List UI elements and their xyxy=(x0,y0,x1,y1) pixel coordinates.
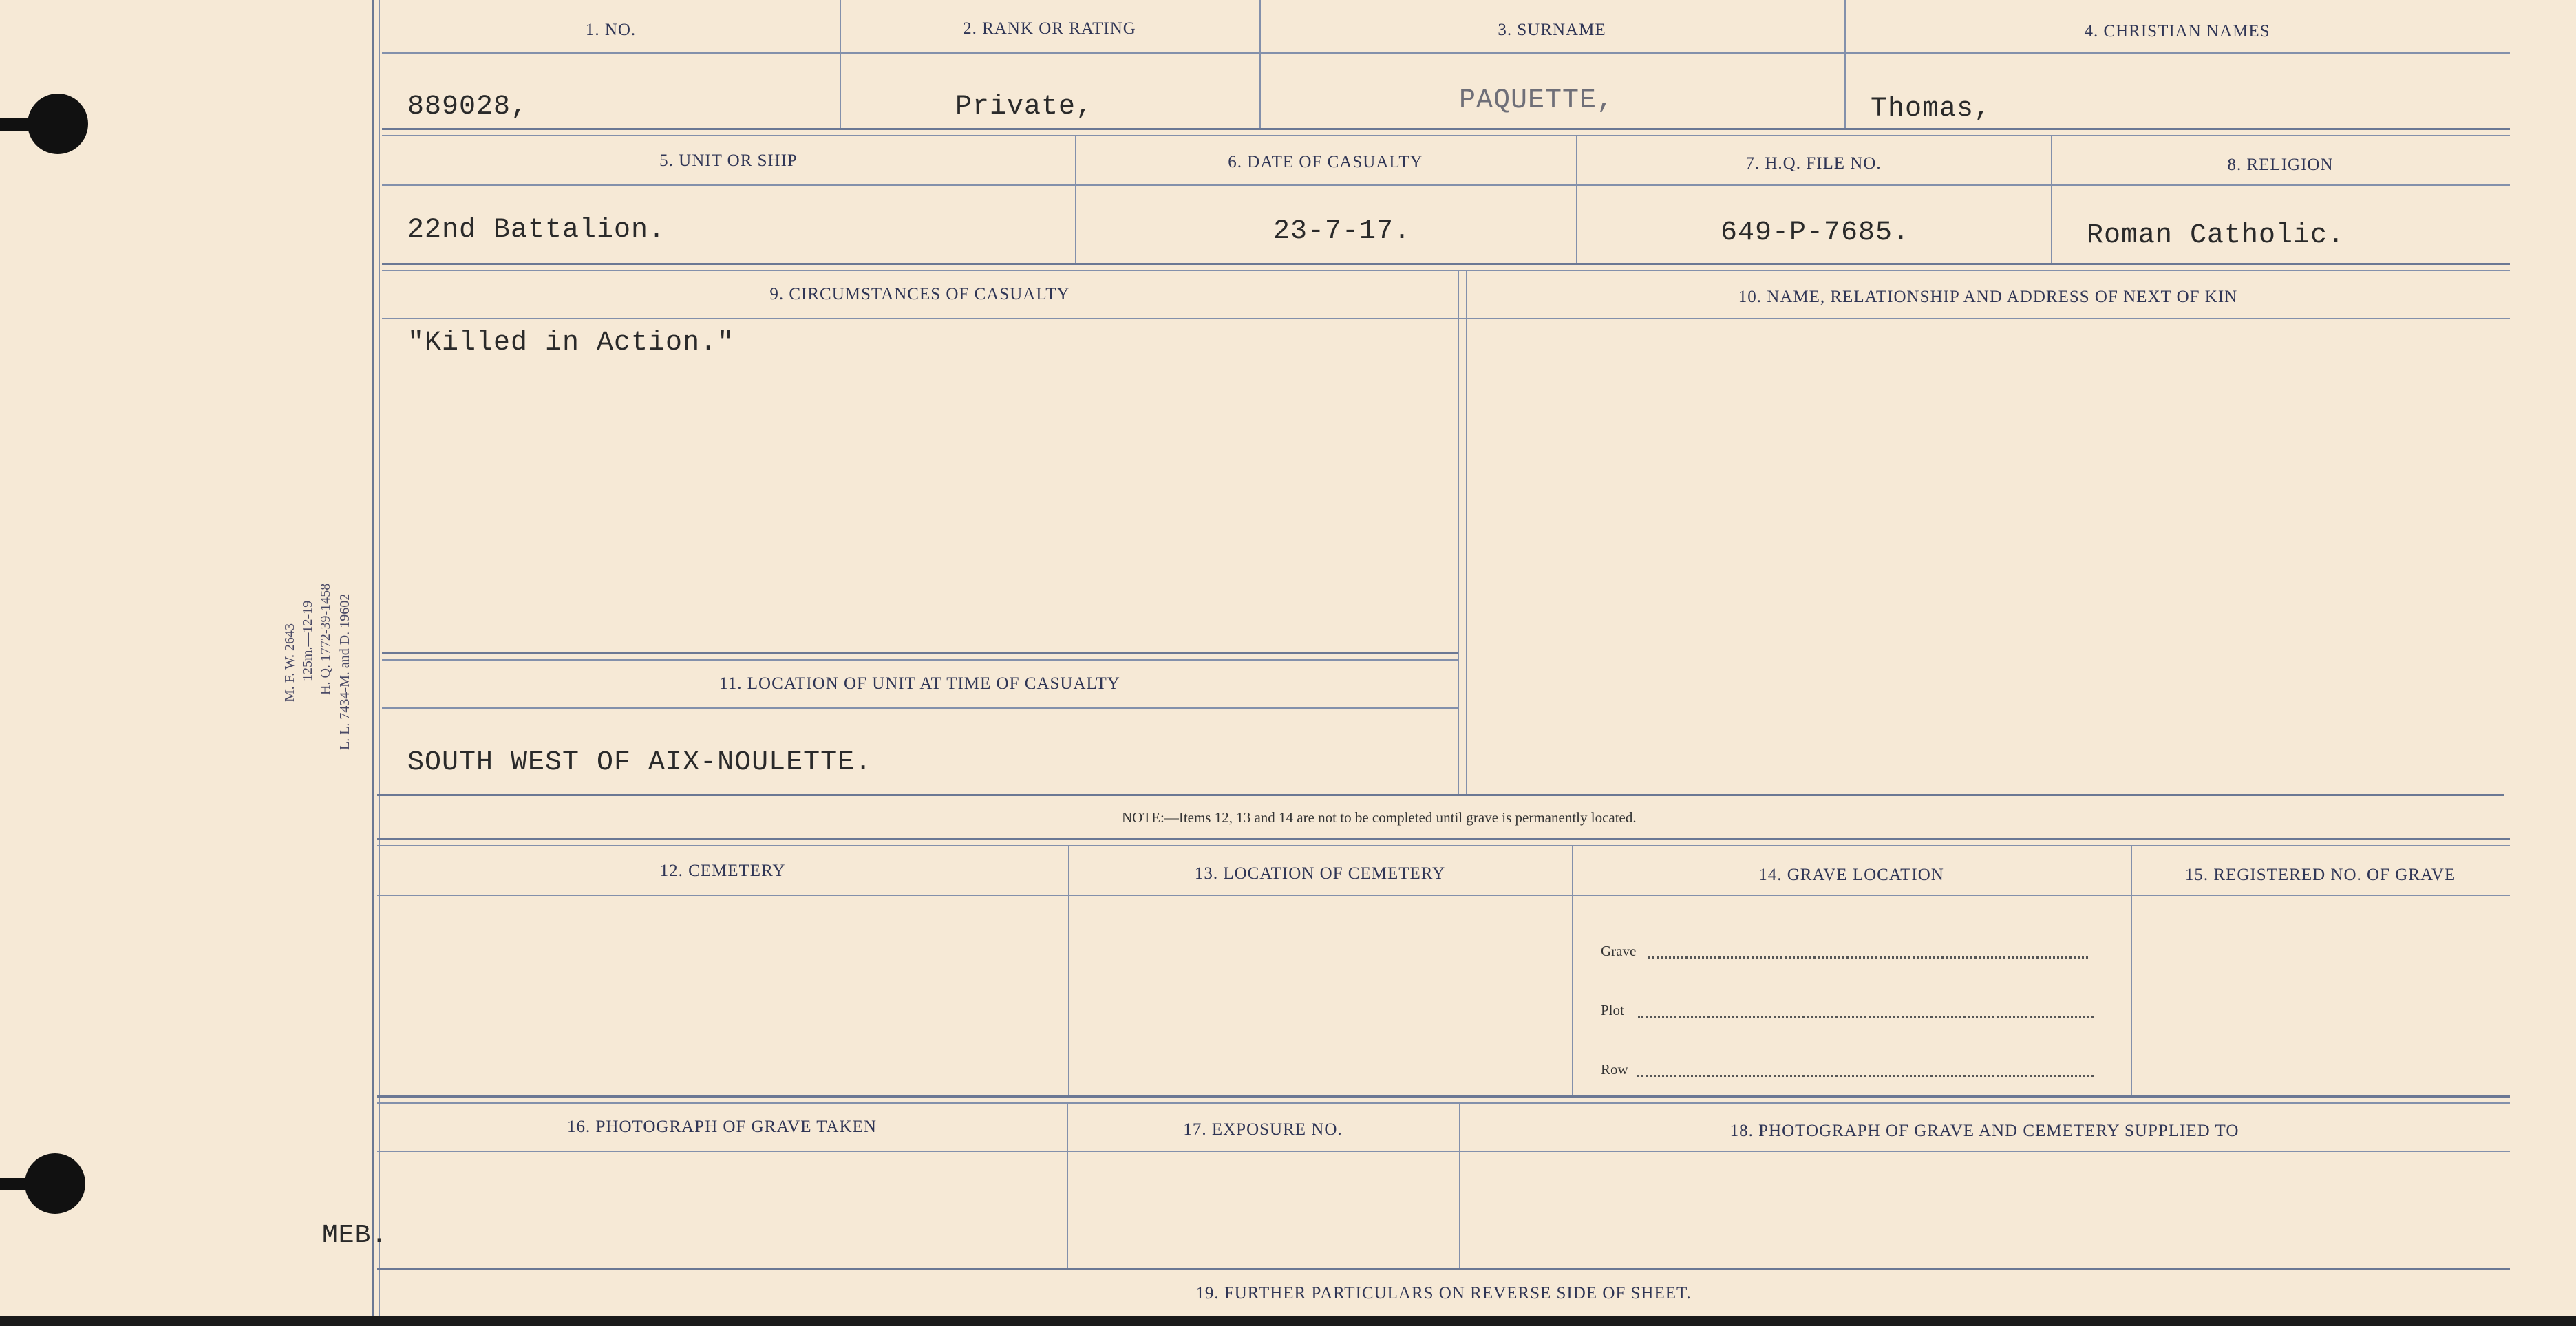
row3-divider xyxy=(1458,270,1459,794)
row5-bottom-rule xyxy=(377,1268,2510,1270)
row5-label-rule xyxy=(377,1151,2510,1152)
row1-label-rule xyxy=(382,52,2510,54)
punch-tab-top xyxy=(0,118,41,131)
religion-value: Roman Catholic. xyxy=(2087,220,2345,251)
religion-label: 8. RELIGION xyxy=(2227,156,2334,174)
note-text: NOTE:—Items 12, 13 and 14 are not to be completed until grave is permanently located. xyxy=(1122,809,1637,826)
row1-divider xyxy=(1844,0,1846,128)
location-label: 11. LOCATION OF UNIT AT TIME OF CASUALTY xyxy=(719,674,1120,693)
margin-print-line: H. Q. 1772-39-1458 xyxy=(318,583,333,695)
hq-file-label: 7. H.Q. FILE NO. xyxy=(1745,154,1882,173)
surname-value: PAQUETTE, xyxy=(1459,85,1615,116)
grave-field-label: Grave xyxy=(1601,943,1637,959)
christian-names-value: Thomas, xyxy=(1871,94,1992,125)
cemetery-location-label: 13. LOCATION OF CEMETERY xyxy=(1194,864,1446,883)
rank-label: 2. RANK OR RATING xyxy=(963,19,1136,38)
row1-bottom-rule xyxy=(382,128,2510,130)
row-field-label: Row xyxy=(1601,1061,1628,1078)
circumstances-value: "Killed in Action." xyxy=(407,328,735,359)
registered-no-label: 15. REGISTERED NO. OF GRAVE xyxy=(2184,866,2456,884)
photo-taken-label: 16. PHOTOGRAPH OF GRAVE TAKEN xyxy=(567,1118,877,1136)
row4-label-rule xyxy=(377,895,2510,896)
margin-print-line: M. F. W. 2643 xyxy=(282,623,297,702)
surname-label: 3. SURNAME xyxy=(1498,21,1606,39)
row4-top-rule xyxy=(377,838,2510,840)
row1-bottom-rule2 xyxy=(382,135,2510,136)
row2-divider xyxy=(2051,135,2052,263)
row3-divider2 xyxy=(1466,270,1467,794)
row1-divider xyxy=(1259,0,1261,128)
rank-value: Private, xyxy=(955,92,1094,122)
plot-field-label: Plot xyxy=(1601,1002,1624,1018)
card-left-border xyxy=(372,0,374,1316)
margin-print-line: L. L. 7434-M. and D. 19602 xyxy=(337,593,352,750)
exposure-label: 17. EXPOSURE NO. xyxy=(1183,1120,1343,1139)
unit-label: 5. UNIT OR SHIP xyxy=(659,151,798,170)
row-field-line xyxy=(1637,1075,2094,1077)
no-label: 1. NO. xyxy=(585,21,637,39)
initials: MEB. xyxy=(322,1221,388,1250)
further-particulars-label: 19. FURTHER PARTICULARS ON REVERSE SIDE OF SHEET. xyxy=(1195,1284,1692,1303)
grave-location-label: 14. GRAVE LOCATION xyxy=(1758,866,1944,884)
christian-names-label: 4. CHRISTIAN NAMES xyxy=(2084,22,2270,41)
circumstances-label: 9. CIRCUMSTANCES OF CASUALTY xyxy=(769,285,1070,303)
next-of-kin-label: 10. NAME, RELATIONSHIP AND ADDRESS OF NEXT OF KIN xyxy=(1738,288,2238,306)
cemetery-label: 12. CEMETERY xyxy=(659,862,786,880)
row4-bottom-rule xyxy=(377,1095,2510,1098)
row3-label-rule xyxy=(382,318,2510,319)
photo-supplied-label: 18. PHOTOGRAPH OF GRAVE AND CEMETERY SUPPLIED TO xyxy=(1729,1122,2239,1140)
row4-bottom-rule2 xyxy=(377,1102,2510,1104)
date-label: 6. DATE OF CASUALTY xyxy=(1228,153,1423,171)
location-label-rule xyxy=(382,707,1458,709)
row2-bottom-rule2 xyxy=(382,270,2510,271)
punch-tab-bottom xyxy=(0,1178,41,1190)
unit-value: 22nd Battalion. xyxy=(407,215,666,246)
hq-file-value: 649-P-7685. xyxy=(1721,217,1910,248)
no-value: 889028, xyxy=(407,92,529,122)
location-top-rule xyxy=(382,652,1458,654)
row2-bottom-rule xyxy=(382,263,2510,265)
row3-bottom-rule xyxy=(377,794,2504,796)
location-value: SOUTH WEST OF AIX-NOULETTE. xyxy=(407,747,873,778)
plot-field-line xyxy=(1638,1016,2094,1018)
margin-print-line: 125m.—12-19 xyxy=(300,600,315,681)
row2-label-rule xyxy=(382,184,2510,186)
row4-top-rule2 xyxy=(377,845,2510,846)
grave-field-line xyxy=(1648,956,2088,959)
location-top-rule2 xyxy=(382,659,1458,661)
date-value: 23-7-17. xyxy=(1273,216,1412,247)
